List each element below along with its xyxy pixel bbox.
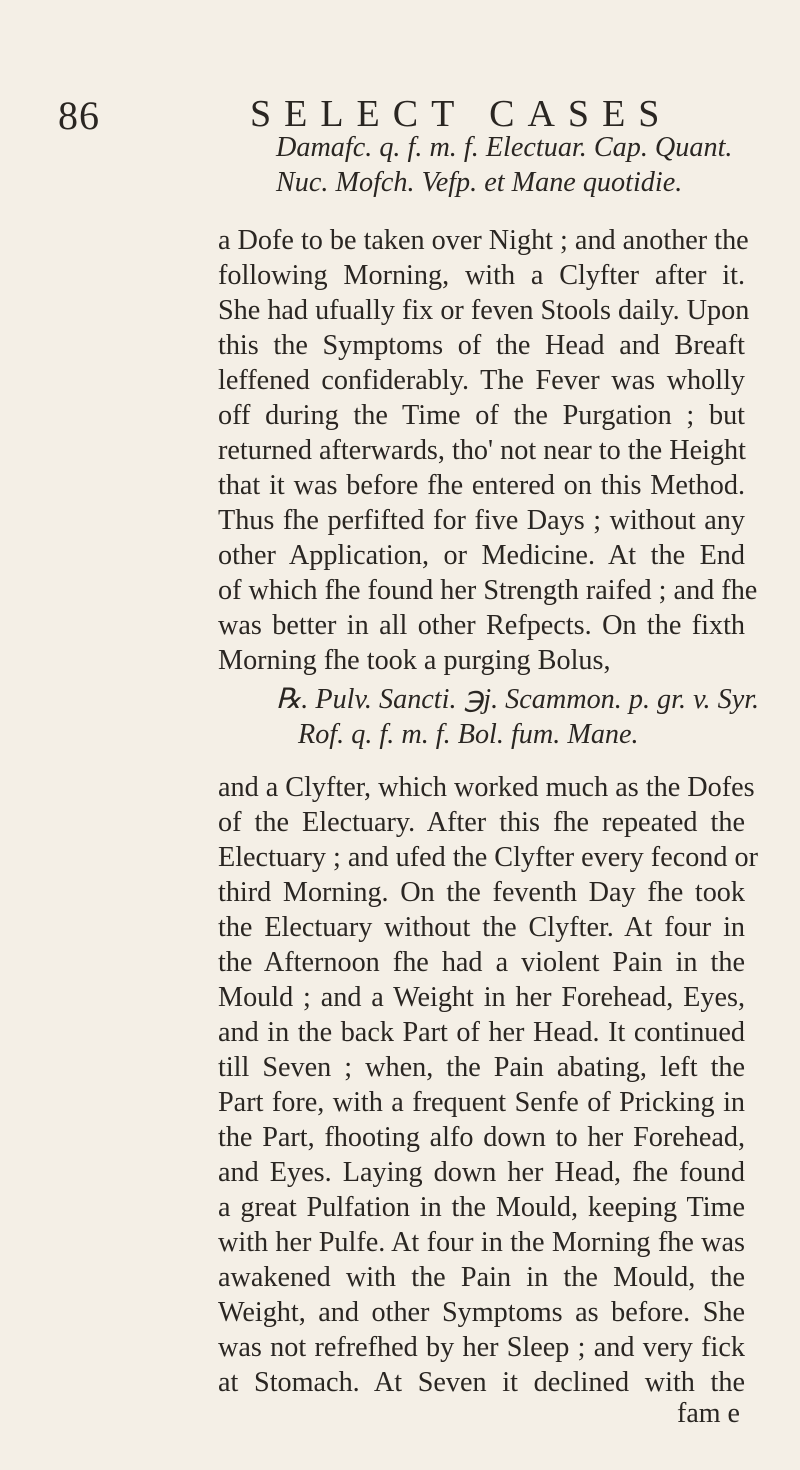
text-line: following Morning, with a Clyfter after it. <box>218 260 745 291</box>
text-line: a Dofe to be taken over Night ; and another the <box>218 225 749 256</box>
text-line: She had ufually fix or feven Stools daily. Upon <box>218 295 750 326</box>
text-line: Morning fhe took a purging Bolus, <box>218 645 611 676</box>
text-line: awakened with the Pain in the Mould, the <box>218 1262 745 1293</box>
text-line: off during the Time of the Purgation ; but <box>218 400 745 431</box>
text-line: was better in all other Refpects. On the fixth <box>218 610 745 641</box>
text-line: and Eyes. Laying down her Head, fhe found <box>218 1157 745 1188</box>
text-line: other Application, or Medicine. At the End <box>218 540 745 571</box>
text-line: with her Pulfe. At four in the Morning fhe was <box>218 1227 745 1258</box>
text-line: this the Symptoms of the Head and Breaft <box>218 330 745 361</box>
text-line: the Part, fhooting alfo down to her Forehead, <box>218 1122 745 1153</box>
text-line: the Electuary without the Clyfter. At four in <box>218 912 745 943</box>
text-line: leffened confiderably. The Fever was wholly <box>218 365 745 396</box>
catchword: fam e <box>677 1398 740 1429</box>
prescription-block-1 <box>218 130 745 200</box>
text-line: the Afternoon fhe had a violent Pain in the <box>218 947 745 978</box>
paragraph-2 <box>218 770 759 1400</box>
prescription-line: Damafc. q. f. m. f. Electuar. Cap. Quant. <box>276 132 733 163</box>
prescription-line: Nuc. Mofch. Vefp. et Mane quotidie. <box>276 167 683 198</box>
text-line: Mould ; and a Weight in her Forehead, Eyes, <box>218 982 745 1013</box>
text-line: Electuary ; and ufed the Clyfter every fecond or <box>218 842 759 873</box>
prescription-line: Rof. q. f. m. f. Bol. fum. Mane. <box>298 719 639 750</box>
text-line: till Seven ; when, the Pain abating, left the <box>218 1052 745 1083</box>
text-line: Part fore, with a frequent Senfe of Pricking in <box>218 1087 745 1118</box>
text-line: and in the back Part of her Head. It continued <box>218 1017 745 1048</box>
prescription-line: ℞. Pulv. Sancti. ℈j. Scammon. p. gr. v. Syr. <box>276 684 760 715</box>
text-line: of the Electuary. After this fhe repeated the <box>218 807 745 838</box>
text-line: third Morning. On the feventh Day fhe took <box>218 877 745 908</box>
text-line: returned afterwards, tho' not near to the Height <box>218 435 746 466</box>
paragraph-1 <box>218 223 758 678</box>
text-line: Weight, and other Symptoms as before. She <box>218 1297 745 1328</box>
text-line: at Stomach. At Seven it declined with the <box>218 1367 745 1398</box>
text-line: and a Clyfter, which worked much as the Dofes <box>218 772 755 803</box>
text-line: that it was before fhe entered on this Method. <box>218 470 745 501</box>
prescription-block-2 <box>218 682 760 752</box>
running-head: SELECT CASES <box>250 93 673 135</box>
text-line: Thus fhe perfifted for five Days ; without any <box>218 505 745 536</box>
text-line: was not refrefhed by her Sleep ; and very fick <box>218 1332 745 1363</box>
page-number: 86 <box>58 93 100 138</box>
text-line: of which fhe found her Strength raifed ; and fhe <box>218 575 758 606</box>
text-line: a great Pulfation in the Mould, keeping Time <box>218 1192 745 1223</box>
